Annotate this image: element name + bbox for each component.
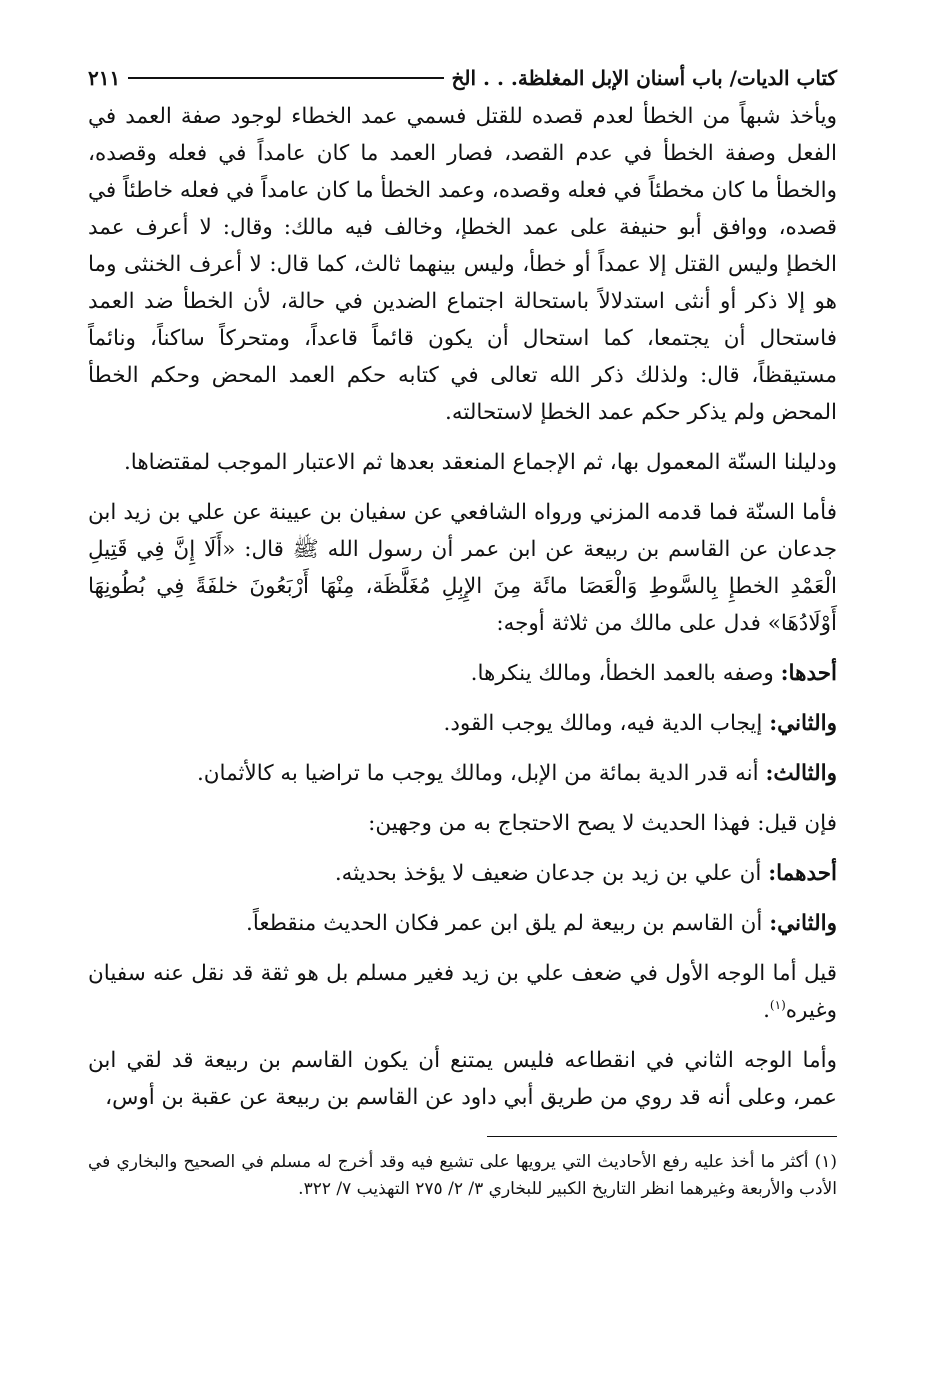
- header-rule: [128, 77, 443, 79]
- page-number: ٢١١: [88, 66, 121, 90]
- paragraph-hadith: فأما السنّة فما قدمه المزني ورواه الشافعي عن سفيان بن عيينة عن علي بن زيد ابن جدعان عن القاسم بن ربيعة عن ابن عمر أن رسول الله ﷺ قال: «أَلَا إِنَّ فِي قَتِيلِ الْعَمْدِ الخطإِ بِالسَّوطِ وَالْعَصَا مائَة مِنَ الإِبِلِ مُغَلَّظَة، مِنْهَا أَرْبَعُونَ خلفَةً فِي بُطُونِهَا أَوْلَادُهَا» فدل على مالك من ثلاثة أوجه:: [88, 500, 837, 636]
- paragraph-1: ويأخذ شبهاً من الخطأ لعدم قصده للقتل فسمي عمد الخطاء لوجود صفة العمد في الفعل وصفة الخطأ في عدم القصد، فصار العمد ما كان عامداً في فعله وقصده، والخطأ ما كان مخطئاً في فعله وقصده، وعمد الخطأ ما كان عامداً في فعله خاطئاً في قصده، ووافق أبو حنيفة على عمد الخطإ، وخالف فيه مالك: وقال: لا أعرف عمد الخطإ وليس القتل إلا عمداً أو خطأ، وليس بينهما ثالث، كما قال: لا أعرف الخنثى وما هو إلا ذكر أو أنثى استدلالاً باستحالة اجتماع الضدين في حالة، لأن الخطأ ضد العمد فاستحال أن يجتمعا، كما استحال أن يكون قائماً قاعداً، ومتحركاً ساكناً، ونائماً مستيقظاً، قال: ولذلك ذكر الله تعالى في كتابه حكم العمد المحض وحكم الخطأ المحض ولم يذكر حكم عمد الخطإ لاستحالته.: [88, 104, 837, 425]
- objection-text: فهذا الحديث لا يصح الاحتجاج به من وجهين:: [368, 811, 758, 836]
- point-text: إيجاب الدية فيه، ومالك يوجب القود.: [443, 711, 770, 736]
- paragraph-2: ودليلنا السنّة المعمول بها، ثم الإجماع المنعقد بعدها ثم الاعتبار الموجب لمقتضاها.: [123, 450, 837, 475]
- footnote-separator: [487, 1136, 837, 1137]
- reply-second: وأما الوجه الثاني في انقطاعه فليس يمتنع أن يكون القاسم بن ربيعة قد لقي ابن عمر، وعلى أنه قد روي من طريق أبي داود عن القاسم بن ربيعة عن عقبة بن أوس،: [88, 1048, 837, 1110]
- objection-point-second: [88, 905, 837, 942]
- footnote-text: (١) أكثر ما أخذ عليه رفع الأحاديث التي يرويها على تشيع فيه وقد أخرج له مسلم في الصحيح والبخاري في الأدب والأربعة وغيرهما انظر التاريخ الكبير للبخاري ٣/ ٢/ ٢٧٥ التهذيب ٧/ ٣٢٢.: [88, 1152, 837, 1199]
- point-lead: والثاني:: [769, 911, 837, 936]
- reply-first-end: .: [763, 998, 770, 1023]
- point-text: أن القاسم بن ربيعة لم يلق ابن عمر فكان الحديث منقطعاً.: [246, 911, 770, 936]
- point-lead: والثالث:: [765, 761, 837, 786]
- point-text: أنه قدر الدية بمائة من الإبل، ومالك يوجب ما تراضيا به كالأثمان.: [196, 761, 766, 786]
- footnote-ref: (١): [769, 997, 786, 1012]
- point-lead: أحدهما:: [768, 861, 837, 886]
- point-third: [88, 755, 837, 792]
- reply-first: [88, 955, 837, 1029]
- objection-point-first: [88, 855, 837, 892]
- point-text: أن علي بن زيد بن جدعان ضعيف لا يؤخذ بحديثه.: [334, 861, 769, 886]
- objection-lead: فإن قيل:: [757, 811, 837, 836]
- objection-intro: [88, 805, 837, 842]
- header-title: كتاب الديات/ باب أسنان الإبل المغلظة. . . الخ: [451, 66, 837, 90]
- reply-first-text: قيل أما الوجه الأول في ضعف علي بن زيد فغير مسلم بل هو ثقة قد نقل عنه سفيان وغيره: [88, 961, 837, 1023]
- point-first: [88, 655, 837, 692]
- point-second: [88, 705, 837, 742]
- footnote: [88, 1149, 837, 1203]
- point-lead: والثاني:: [769, 711, 837, 736]
- page-body: [88, 98, 837, 1116]
- point-lead: أحدها:: [780, 661, 837, 686]
- point-text: وصفه بالعمد الخطأ، ومالك ينكرها.: [470, 661, 781, 686]
- running-header: [88, 58, 837, 98]
